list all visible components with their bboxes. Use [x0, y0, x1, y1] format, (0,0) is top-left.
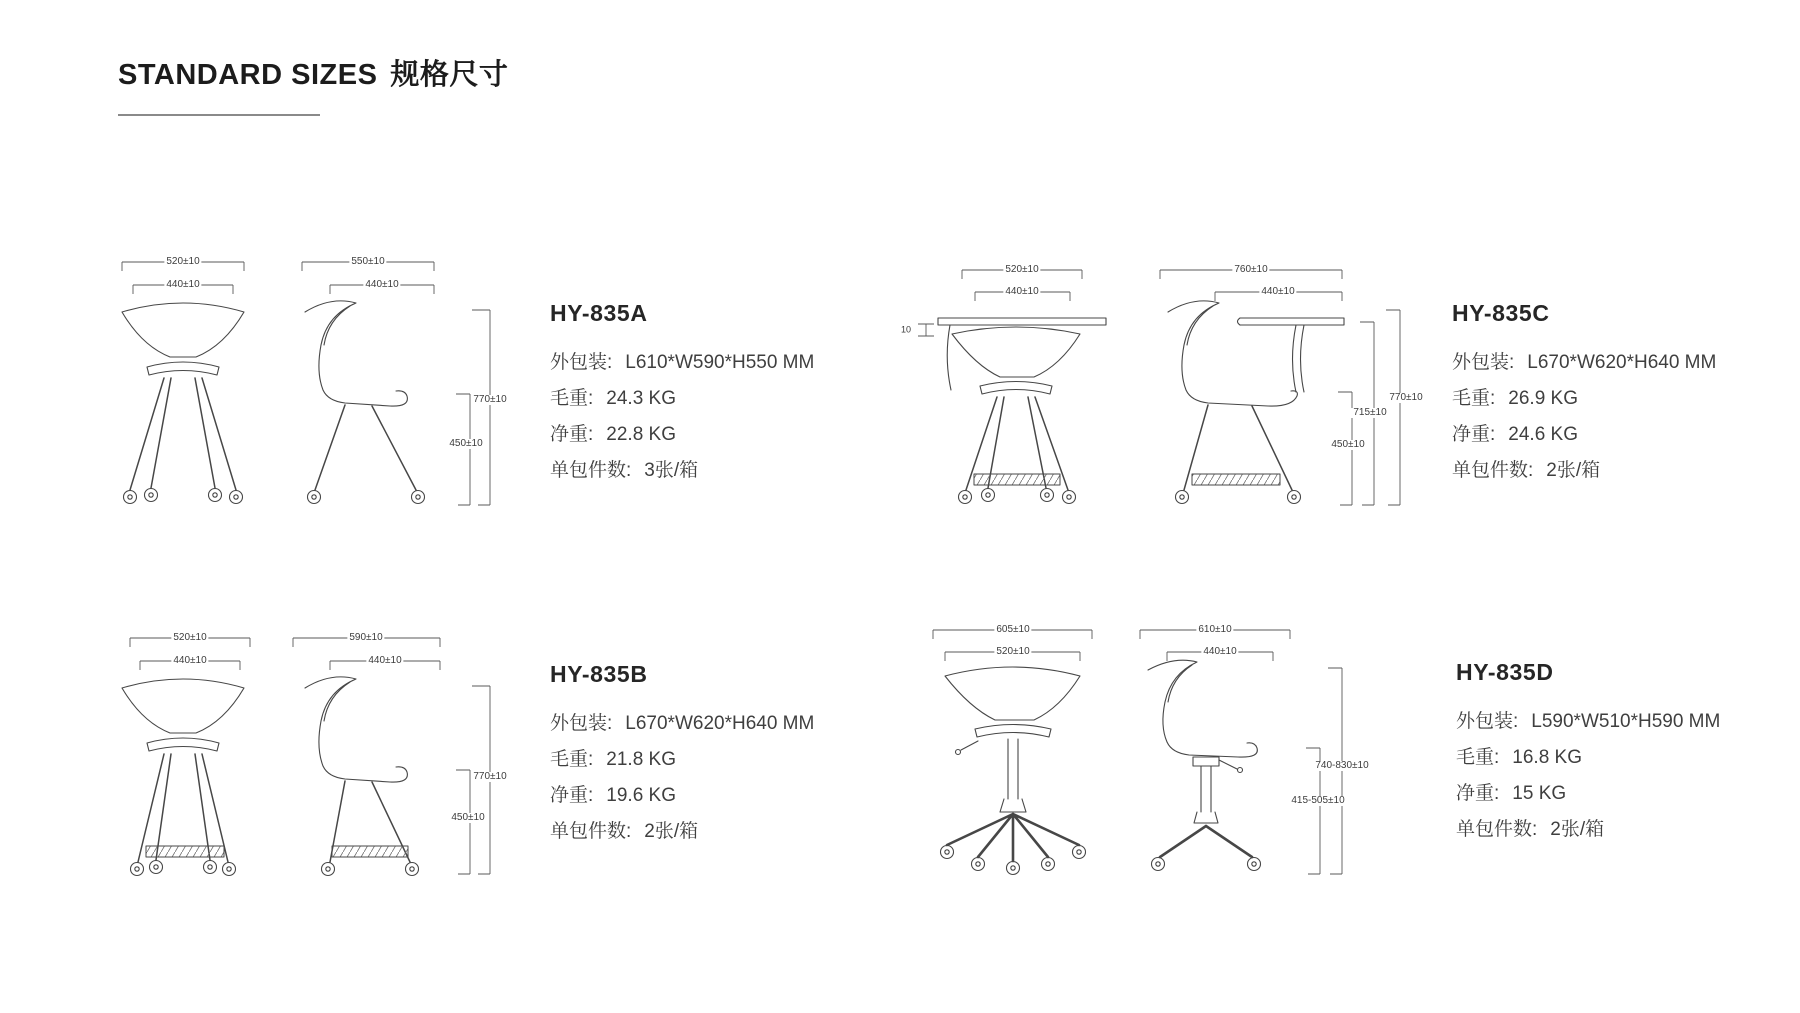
spec-block-hy835b: [550, 661, 814, 857]
page-title-en: STANDARD SIZES: [118, 59, 378, 91]
spec-label-gross: 毛重:: [1452, 388, 1496, 409]
dim-label-a-front-inner: 440±10: [166, 279, 200, 290]
spec-label-net: 净重:: [550, 785, 594, 806]
spec-label-net: 净重:: [1452, 424, 1496, 445]
dim-label-a-height-total: 770±10: [473, 394, 507, 405]
spec-value-net: 24.6 KG: [1508, 424, 1578, 445]
spec-row-packing: [1452, 352, 1716, 374]
spec-value-gross: 24.3 KG: [606, 388, 676, 409]
spec-value-packing: L670*W620*H640 MM: [1527, 352, 1717, 373]
dim-label-c-side-outer: 760±10: [1234, 264, 1268, 275]
dim-label-d-side-inner: 440±10: [1203, 646, 1237, 657]
spec-block-hy835c: [1452, 300, 1716, 496]
chair-d-front-view-drawing: [941, 667, 1086, 875]
chair-a-side-view-drawing: [305, 301, 425, 504]
spec-row-pack-qty: [550, 460, 814, 482]
model-name: HY-835A: [550, 300, 648, 326]
spec-row-gross-weight: [550, 749, 814, 771]
spec-label-gross: 毛重:: [1456, 747, 1500, 768]
spec-label-qty: 单包件数:: [1456, 819, 1538, 840]
spec-block-hy835d: [1456, 659, 1720, 855]
spec-row-packing: [1456, 711, 1720, 733]
spec-value-qty: 2张/箱: [1546, 460, 1601, 481]
spec-value-packing: L590*W510*H590 MM: [1531, 711, 1721, 732]
spec-label-packing: 外包装:: [550, 352, 613, 373]
dim-label-c-height-tablet: 715±10: [1353, 407, 1387, 418]
spec-value-net: 22.8 KG: [606, 424, 676, 445]
spec-label-qty: 单包件数:: [1452, 460, 1534, 481]
spec-value-net: 15 KG: [1512, 783, 1567, 804]
spec-value-gross: 16.8 KG: [1512, 747, 1582, 768]
chair-d-side-view-drawing: [1148, 660, 1261, 870]
dim-label-b-front-inner: 440±10: [173, 655, 207, 666]
spec-value-packing: L610*W590*H550 MM: [625, 352, 815, 373]
spec-value-gross: 21.8 KG: [606, 749, 676, 770]
spec-value-qty: 2张/箱: [1550, 819, 1605, 840]
dim-label-c-side-inner: 440±10: [1261, 286, 1295, 297]
spec-row-packing: [550, 713, 814, 735]
spec-row-net-weight: [550, 424, 814, 446]
dim-label-b-side-outer: 590±10: [349, 632, 383, 643]
spec-label-qty: 单包件数:: [550, 821, 632, 842]
dim-label-b-height-seat: 450±10: [451, 812, 485, 823]
spec-row-gross-weight: [550, 388, 814, 410]
spec-row-gross-weight: [1452, 388, 1716, 410]
dim-label-d-front-inner: 520±10: [996, 646, 1030, 657]
dim-label-b-height-total: 770±10: [473, 771, 507, 782]
chair-b-front-view-drawing: [122, 679, 244, 876]
dim-label-d-height-total: 740-830±10: [1315, 760, 1369, 771]
spec-label-gross: 毛重:: [550, 749, 594, 770]
dim-label-c-height-seat: 450±10: [1331, 439, 1365, 450]
spec-label-qty: 单包件数:: [550, 460, 632, 481]
dim-label-c-front-outer: 520±10: [1005, 264, 1039, 275]
dims-hy835a: [122, 262, 490, 505]
dim-label-d-front-outer: 605±10: [996, 624, 1030, 635]
chair-c-side-view-drawing: [1168, 301, 1344, 504]
model-name: HY-835D: [1456, 659, 1554, 685]
dim-label-b-side-inner: 440±10: [368, 655, 402, 666]
spec-row-net-weight: [550, 785, 814, 807]
dim-label-c-tablet-offset: 10: [900, 324, 912, 335]
spec-value-gross: 26.9 KG: [1508, 388, 1578, 409]
spec-value-qty: 2张/箱: [644, 821, 699, 842]
spec-row-net-weight: [1456, 783, 1720, 805]
spec-row-pack-qty: [1452, 460, 1716, 482]
spec-row-pack-qty: [550, 821, 814, 843]
dims-hy835b: [130, 638, 490, 874]
page-title-zh: 规格尺寸: [390, 59, 509, 91]
chair-b-side-view-drawing: [305, 677, 419, 876]
spec-value-packing: L670*W620*H640 MM: [625, 713, 815, 734]
dims-hy835c: [918, 270, 1400, 505]
dim-label-d-height-seat: 415-505±10: [1291, 795, 1345, 806]
spec-value-qty: 3张/箱: [644, 460, 699, 481]
dim-label-d-side-outer: 610±10: [1198, 624, 1232, 635]
spec-row-pack-qty: [1456, 819, 1720, 841]
spec-label-packing: 外包装:: [1452, 352, 1515, 373]
spec-row-net-weight: [1452, 424, 1716, 446]
dim-label-a-front-outer: 520±10: [166, 256, 200, 267]
spec-label-gross: 毛重:: [550, 388, 594, 409]
model-name: HY-835C: [1452, 300, 1550, 326]
spec-label-packing: 外包装:: [550, 713, 613, 734]
dim-label-a-side-outer: 550±10: [351, 256, 385, 267]
dim-label-c-front-inner: 440±10: [1005, 286, 1039, 297]
spec-row-gross-weight: [1456, 747, 1720, 769]
dim-label-c-height-total: 770±10: [1389, 392, 1423, 403]
dim-label-b-front-outer: 520±10: [173, 632, 207, 643]
spec-value-net: 19.6 KG: [606, 785, 676, 806]
dim-label-a-height-seat: 450±10: [449, 438, 483, 449]
chair-a-front-view-drawing: [122, 303, 244, 504]
spec-block-hy835a: [550, 300, 814, 496]
spec-label-net: 净重:: [550, 424, 594, 445]
dim-label-a-side-inner: 440±10: [365, 279, 399, 290]
chair-c-front-view-drawing: [938, 318, 1106, 504]
spec-label-packing: 外包装:: [1456, 711, 1519, 732]
spec-label-net: 净重:: [1456, 783, 1500, 804]
spec-row-packing: [550, 352, 814, 374]
model-name: HY-835B: [550, 661, 648, 687]
